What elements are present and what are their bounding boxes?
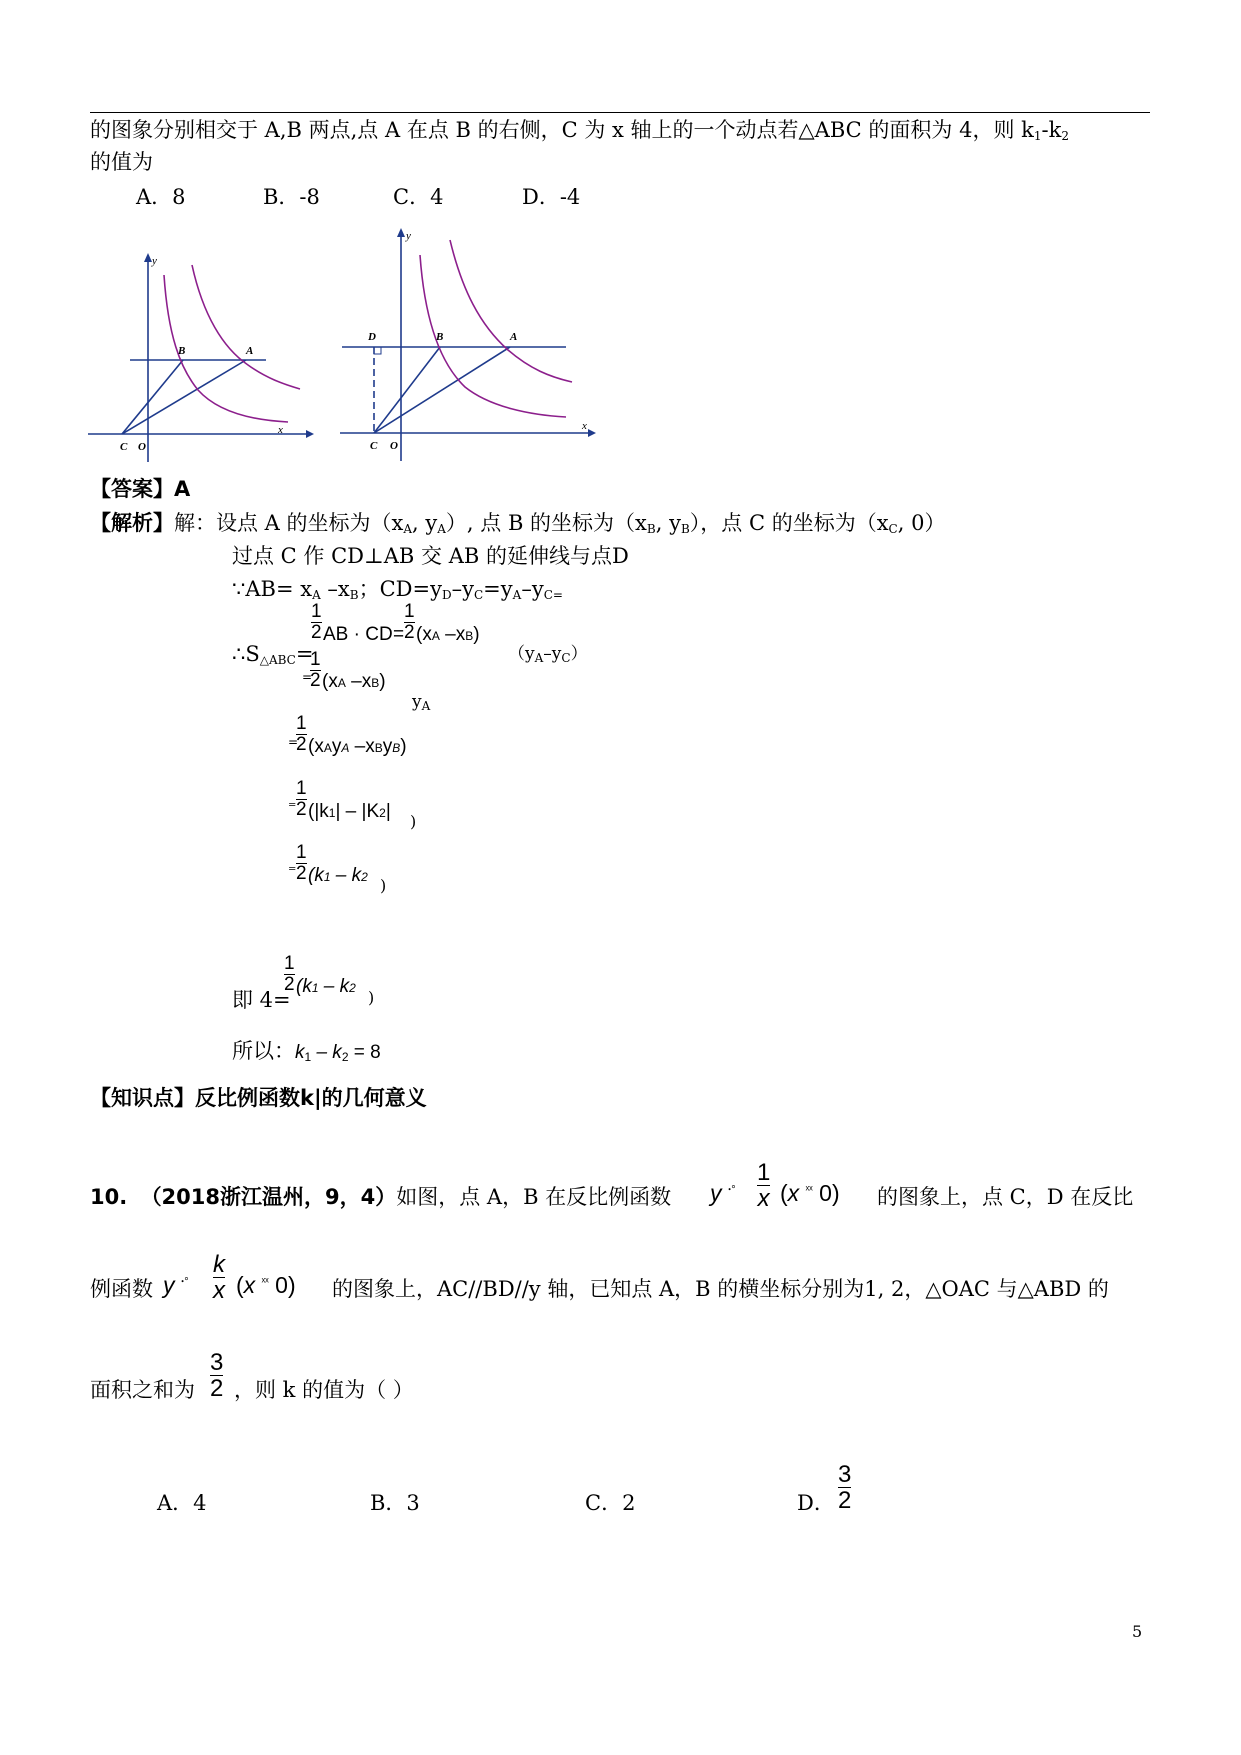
- knowledge-point: 【知识点】反比例函数k|的几何意义: [90, 1086, 427, 1110]
- q10-func-1-fraction: $\frac{1}{x}$: [757, 1159, 771, 1213]
- analysis-l4-fraction-1: $\frac{1}{2}$: [311, 601, 322, 643]
- analysis-l6-expr: (xAyA –xByB): [308, 736, 407, 757]
- analysis-l7-fraction: $\frac{1}{2}$: [296, 778, 307, 820]
- svg-text:y: y: [406, 230, 411, 242]
- analysis-l10: 所以：$k_1 - k_2 = 8$: [232, 1039, 381, 1064]
- analysis-l9-lead: 即 4=: [232, 988, 291, 1012]
- option-10-a: A．4: [157, 1491, 207, 1515]
- svg-text:C: C: [370, 440, 378, 452]
- svg-text:x: x: [582, 420, 587, 432]
- analysis-l8-expr: (k1 – k2: [308, 865, 368, 886]
- svg-text:O: O: [138, 441, 146, 453]
- analysis-line-3: ∵AB= $x_A$ $-x_B$；$CD=y_D-y_C=y_A-y_{C=}$: [232, 577, 563, 602]
- q10-func-1: y $^{ꞏ^\circ}$: [710, 1180, 736, 1206]
- analysis-l9-expr: (k1 – k2: [296, 976, 356, 997]
- svg-text:x: x: [278, 424, 283, 436]
- analysis-l5-xa-xb: (xA –xB): [322, 671, 386, 692]
- svg-text:C: C: [120, 441, 128, 453]
- option-9-b: B．-8: [263, 185, 320, 209]
- option-9-a: A．8: [136, 185, 186, 209]
- analysis-l4-fraction-2: $\frac{1}{2}$: [404, 601, 415, 643]
- q10-func-2-fraction: $\frac{k}{x}$: [213, 1251, 225, 1305]
- analysis-l5-ya: $y_A$: [412, 692, 431, 713]
- figure-left: [88, 250, 318, 465]
- option-10-d-fraction: $\frac{3}{2}$: [838, 1461, 852, 1515]
- svg-text:O: O: [390, 440, 398, 452]
- question-10-line-1: 10. （2018浙江温州，9，4）如图，点 A，B 在反比例函数: [90, 1185, 672, 1209]
- analysis-l4-xa-xb: (xA –xB): [416, 624, 480, 645]
- top-rule: [90, 112, 1150, 113]
- question-10-line-3-lead: 面积之和为: [90, 1378, 195, 1402]
- figure-right-line-ca: [374, 347, 510, 433]
- analysis-l4-eq: =: [393, 624, 405, 645]
- figure-right-curve-2: [450, 240, 572, 382]
- analysis-l8-paren: ): [380, 876, 387, 895]
- analysis-l7-paren: ): [410, 812, 417, 831]
- answer: 【答案】A: [90, 477, 191, 501]
- analysis-l8-eq: =: [288, 864, 297, 875]
- svg-text:A: A: [510, 331, 518, 343]
- analysis-l9-paren: ): [368, 988, 375, 1007]
- analysis-l5-fraction: $\frac{1}{2}$: [310, 649, 321, 691]
- analysis-l7-eq: =: [288, 800, 297, 811]
- figure-left-curve-2: [192, 265, 300, 389]
- figure-left-line-cb: [122, 360, 183, 434]
- q10-line-3-fraction: $\frac{3}{2}$: [210, 1349, 224, 1403]
- figure-right-right-angle: [374, 347, 381, 354]
- analysis-line-2: 过点 C 作 CD⊥AB 交 AB 的延伸线与点D: [232, 544, 629, 568]
- analysis-l6-fraction: $\frac{1}{2}$: [296, 713, 307, 755]
- page-number: 5: [1132, 1622, 1143, 1641]
- question-9-continued-line2: 的值为: [90, 150, 153, 174]
- svg-text:B: B: [178, 345, 186, 357]
- analysis-l4-ab-cd: AB · CD: [323, 624, 393, 645]
- q10-func-1-domain: (x $^{ˣˣ}$ 0): [780, 1180, 840, 1206]
- q10-func-2-domain: (x $^{ˣˣ}$ 0): [236, 1272, 296, 1298]
- svg-text:B: B: [436, 331, 444, 343]
- question-9-continued-line1: 的图象分别相交于 A,B 两点,点 A 在点 B 的右侧，C 为 x 轴上的一个动点若△ABC 的面积为 4，则 $k_1-k_2$: [90, 118, 1069, 143]
- figure-left-line-ca: [122, 360, 246, 434]
- q10-func-2: y $^{ꞏ^\circ}$: [163, 1272, 189, 1298]
- question-10-line-1-tail: 的图象上，点 C，D 在反比: [877, 1185, 1134, 1209]
- svg-text:D: D: [368, 331, 376, 343]
- figure-right: [340, 225, 600, 465]
- analysis-line-1: 【解析】解：设点 A 的坐标为（$x_A$, $y_A$）, 点 B 的坐标为（$x_B$, $y_B$），点 C 的坐标为（$x_C$, 0）: [90, 511, 946, 536]
- option-10-b: B．3: [370, 1491, 420, 1515]
- analysis-l5-eq: =: [302, 670, 313, 684]
- option-9-c: C．4: [393, 185, 444, 209]
- svg-text:A: A: [246, 345, 254, 357]
- analysis-l6-eq: =: [288, 735, 299, 749]
- svg-text:y: y: [152, 255, 157, 267]
- question-10-line-3-tail: ，则 k 的值为（ ）: [234, 1378, 414, 1402]
- analysis-l8-fraction: $\frac{1}{2}$: [296, 842, 307, 884]
- question-10-line-2-lead: 例函数: [90, 1277, 153, 1301]
- option-10-d: D．: [797, 1491, 835, 1515]
- analysis-l9-fraction: $\frac{1}{2}$: [284, 953, 295, 995]
- figure-right-line-cb: [374, 347, 440, 433]
- analysis-line-4-area: $\therefore S_{\triangle ABC}=$: [232, 642, 314, 667]
- question-10-line-2-tail: 的图象上，AC//BD//y 轴，已知点 A，B 的横坐标分别为1, 2，△OAC 与△ABD 的: [332, 1277, 1109, 1301]
- option-10-c: C．2: [585, 1491, 636, 1515]
- analysis-l7-expr: (|k1| – |K2|: [308, 801, 391, 822]
- option-9-d: D．-4: [522, 185, 581, 209]
- analysis-l4-ya-yc: $(y_A-y_C)$: [508, 644, 588, 665]
